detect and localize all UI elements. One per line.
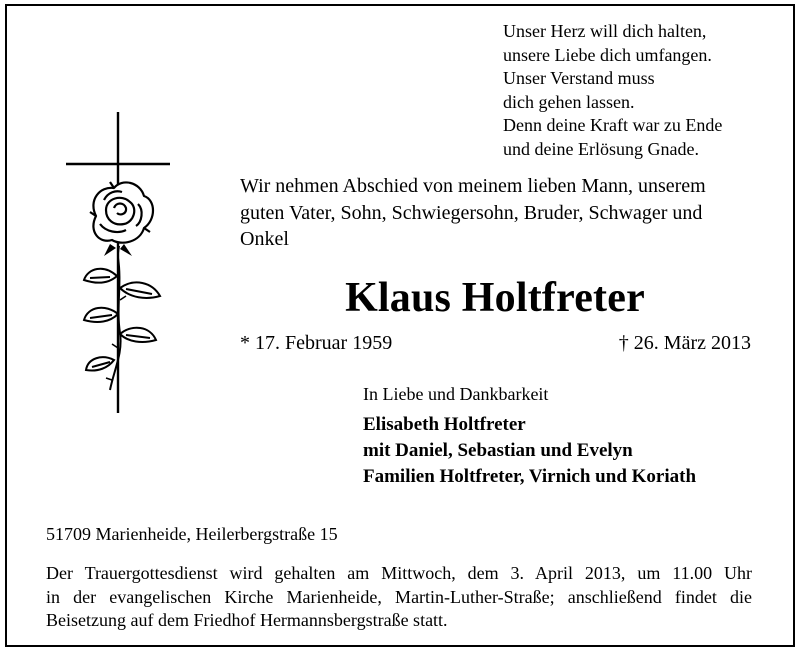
- mourner-line: Elisabeth Holtfreter: [363, 414, 526, 435]
- poem-line: unsere Liebe dich umfangen.: [503, 44, 712, 65]
- poem-line: Denn deine Kraft war zu Ende: [503, 115, 723, 136]
- birth-date: * 17. Februar 1959: [240, 332, 393, 354]
- cross-with-rose-icon: [60, 108, 180, 418]
- service-line: in der evangelischen Kirche Marienheide, Martin-Luther-Straße; anschließend findet die: [46, 586, 752, 607]
- poem-line: dich gehen lassen.: [503, 91, 635, 112]
- farewell-text: [240, 173, 760, 253]
- death-date: † 26. März 2013: [618, 332, 751, 354]
- service-notice: [46, 562, 752, 633]
- farewell-line: guten Vater, Sohn, Schwiegersohn, Bruder, Schwager und: [240, 201, 703, 224]
- service-line: Der Trauergottesdienst wird gehalten am Mittwoch, dem 3. April 2013, um 11.00 Uhr: [46, 563, 752, 583]
- service-line: Beisetzung auf dem Friedhof Hermannsbergstraße statt.: [46, 610, 448, 631]
- farewell-line: Onkel: [240, 228, 289, 250]
- mourners-greeting: In Liebe und Dankbarkeit: [363, 384, 549, 404]
- poem: [503, 20, 783, 162]
- farewell-line: Wir nehmen Abschied von meinem lieben Mann, unserem: [240, 175, 706, 197]
- family-address: 51709 Marienheide, Heilerbergstraße 15: [46, 524, 338, 544]
- poem-line: Unser Verstand muss: [503, 68, 655, 89]
- mourners-block: [363, 382, 763, 490]
- poem-line: und deine Erlösung Gnade.: [503, 138, 699, 159]
- deceased-name: Klaus Holtfreter: [345, 275, 645, 321]
- poem-line: Unser Herz will dich halten,: [503, 21, 707, 41]
- mourner-line: mit Daniel, Sebastian und Evelyn: [363, 440, 633, 461]
- mourner-line: Familien Holtfreter, Virnich und Koriath: [363, 466, 697, 487]
